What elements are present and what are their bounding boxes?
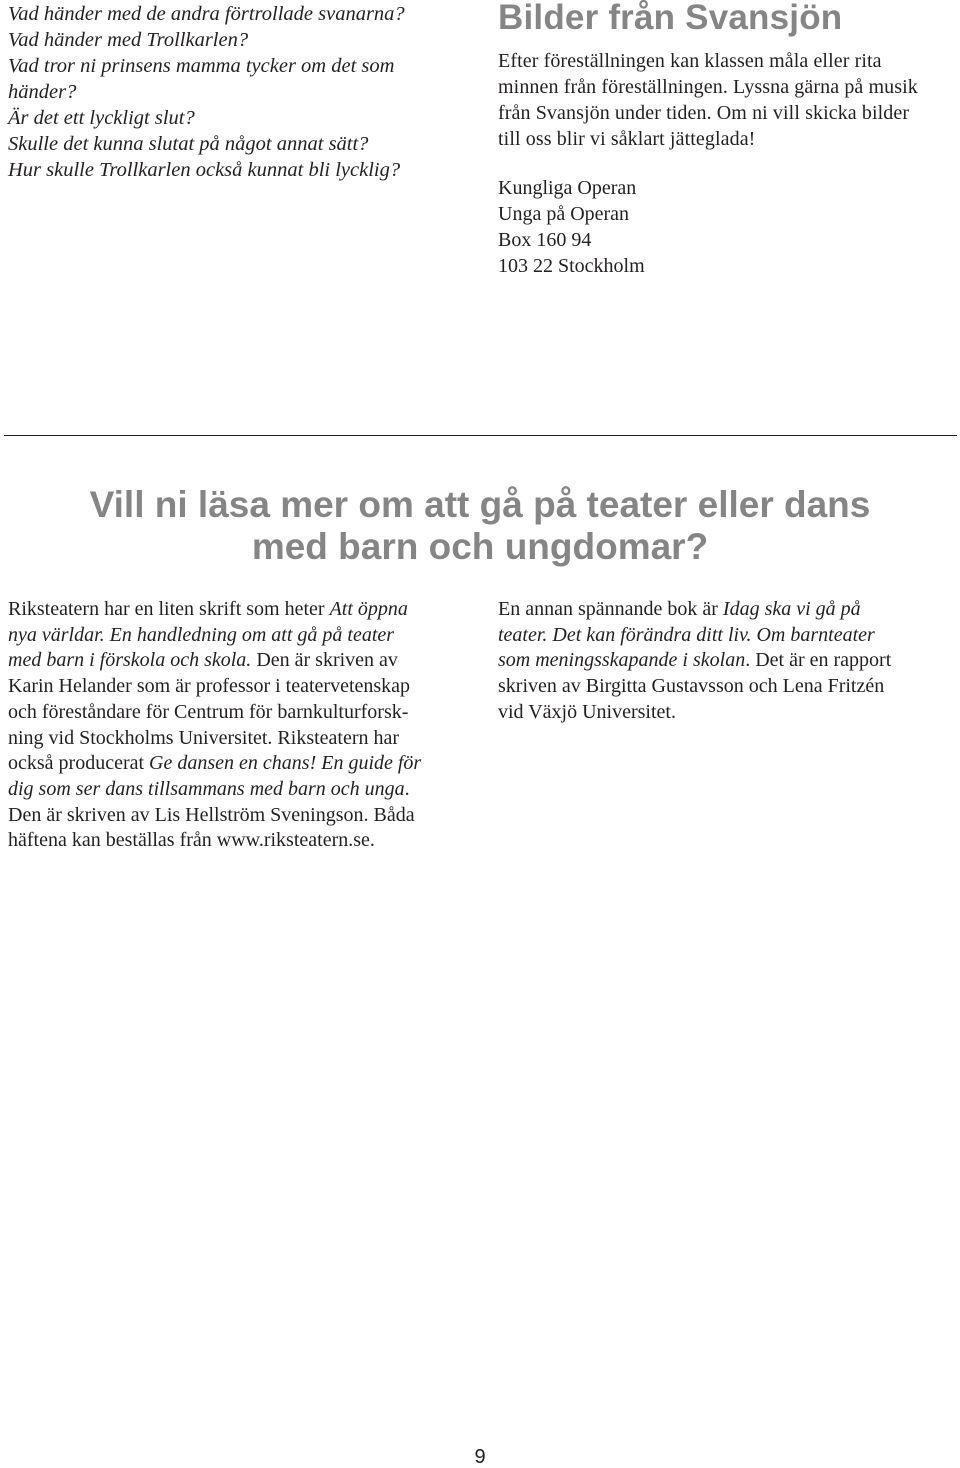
paragraph-line xyxy=(8,597,478,623)
riksteatern-paragraph xyxy=(8,597,478,854)
question-line: Skulle det kunna slutat på något annat sätt? xyxy=(8,133,369,155)
text-run: Riksteatern har en liten skrift som heter xyxy=(8,598,330,620)
book-title-text: Idag ska vi gå på xyxy=(722,598,861,620)
paragraph-line: Karin Helander som är professor i teatervetenskap xyxy=(8,675,411,698)
postal-address xyxy=(498,175,958,279)
paragraph-line xyxy=(498,597,958,623)
text-run: också producerat xyxy=(8,752,150,775)
text-run: . xyxy=(404,777,410,800)
paragraph-line xyxy=(8,648,478,674)
text-run: . Det är en rapport xyxy=(745,649,892,672)
paragraph-line: Efter föreställningen kan klassen måla eller rita xyxy=(498,50,882,72)
bilder-section xyxy=(498,0,958,279)
paragraph-line xyxy=(8,751,478,777)
paragraph-line: och föreståndare för Centrum för barnkulturforsk- xyxy=(8,700,409,723)
paragraph-line: skriven av Birgitta Gustavsson och Lena Fritzén xyxy=(498,675,885,698)
heading-line: Vill ni läsa mer om att gå på teater eller dans xyxy=(89,484,871,525)
book-title-text: som meningsskapande i skolan xyxy=(498,649,746,672)
address-line: Kungliga Operan xyxy=(498,177,637,199)
book-title-text: Ge dansen en chans! En guide för xyxy=(149,752,422,775)
left-text-column xyxy=(8,597,478,854)
address-line: Unga på Operan xyxy=(498,203,630,225)
paragraph-line: minnen från föreställningen. Lyssna gärna på musik xyxy=(498,76,918,98)
right-text-column xyxy=(498,597,958,726)
paragraph-line xyxy=(8,623,478,649)
paragraph-line: till oss blir vi såklart jätteglada! xyxy=(498,128,756,150)
paragraph-line: vid Växjö Universitet. xyxy=(498,700,676,723)
text-run: Den är skriven av xyxy=(251,649,398,672)
section-title: Bilder från Svansjön xyxy=(498,0,843,37)
paragraph-line: häftena kan beställas från www.riksteatern.se. xyxy=(8,829,375,852)
paragraph-line xyxy=(498,648,958,674)
paragraph-line xyxy=(8,777,478,803)
question-line: Vad händer med Trollkarlen? xyxy=(8,29,249,51)
heading-line: med barn och ungdomar? xyxy=(251,526,709,567)
question-line: händer? xyxy=(8,81,77,103)
paragraph-line: Den är skriven av Lis Hellström Sveningson. Båda xyxy=(8,803,415,826)
paragraph-line xyxy=(498,623,958,649)
question-line: Vad händer med de andra förtrollade svanarna? xyxy=(8,3,405,25)
book-title-text: med barn i förskola och skola. xyxy=(8,649,252,672)
paragraph-line: ning vid Stockholms Universitet. Riksteatern har xyxy=(8,726,400,749)
page-number: 9 xyxy=(474,1446,486,1468)
address-line: Box 160 94 xyxy=(498,229,592,251)
book-title-text: nya världar. En handledning om att gå på teater xyxy=(8,623,395,646)
paragraph-line: från Svansjön under tiden. Om ni vill skicka bilder xyxy=(498,102,910,124)
book-title-text: teater. Det kan förändra ditt liv. Om barnteater xyxy=(498,623,875,646)
discussion-questions xyxy=(8,1,458,183)
horizontal-divider xyxy=(4,435,957,436)
question-line: Är det ett lyckligt slut? xyxy=(8,107,195,129)
book-title-text: dig som ser dans tillsammans med barn och unga xyxy=(8,777,405,800)
text-run: En annan spännande bok är xyxy=(498,598,723,620)
read-more-heading xyxy=(0,484,960,568)
section-paragraph xyxy=(498,48,958,152)
address-line: 103 22 Stockholm xyxy=(498,255,645,277)
book-paragraph xyxy=(498,597,958,726)
question-line: Hur skulle Trollkarlen också kunnat bli lycklig? xyxy=(8,159,401,181)
book-title-text: Att öppna xyxy=(329,598,408,620)
question-line: Vad tror ni prinsens mamma tycker om det som xyxy=(8,55,395,77)
